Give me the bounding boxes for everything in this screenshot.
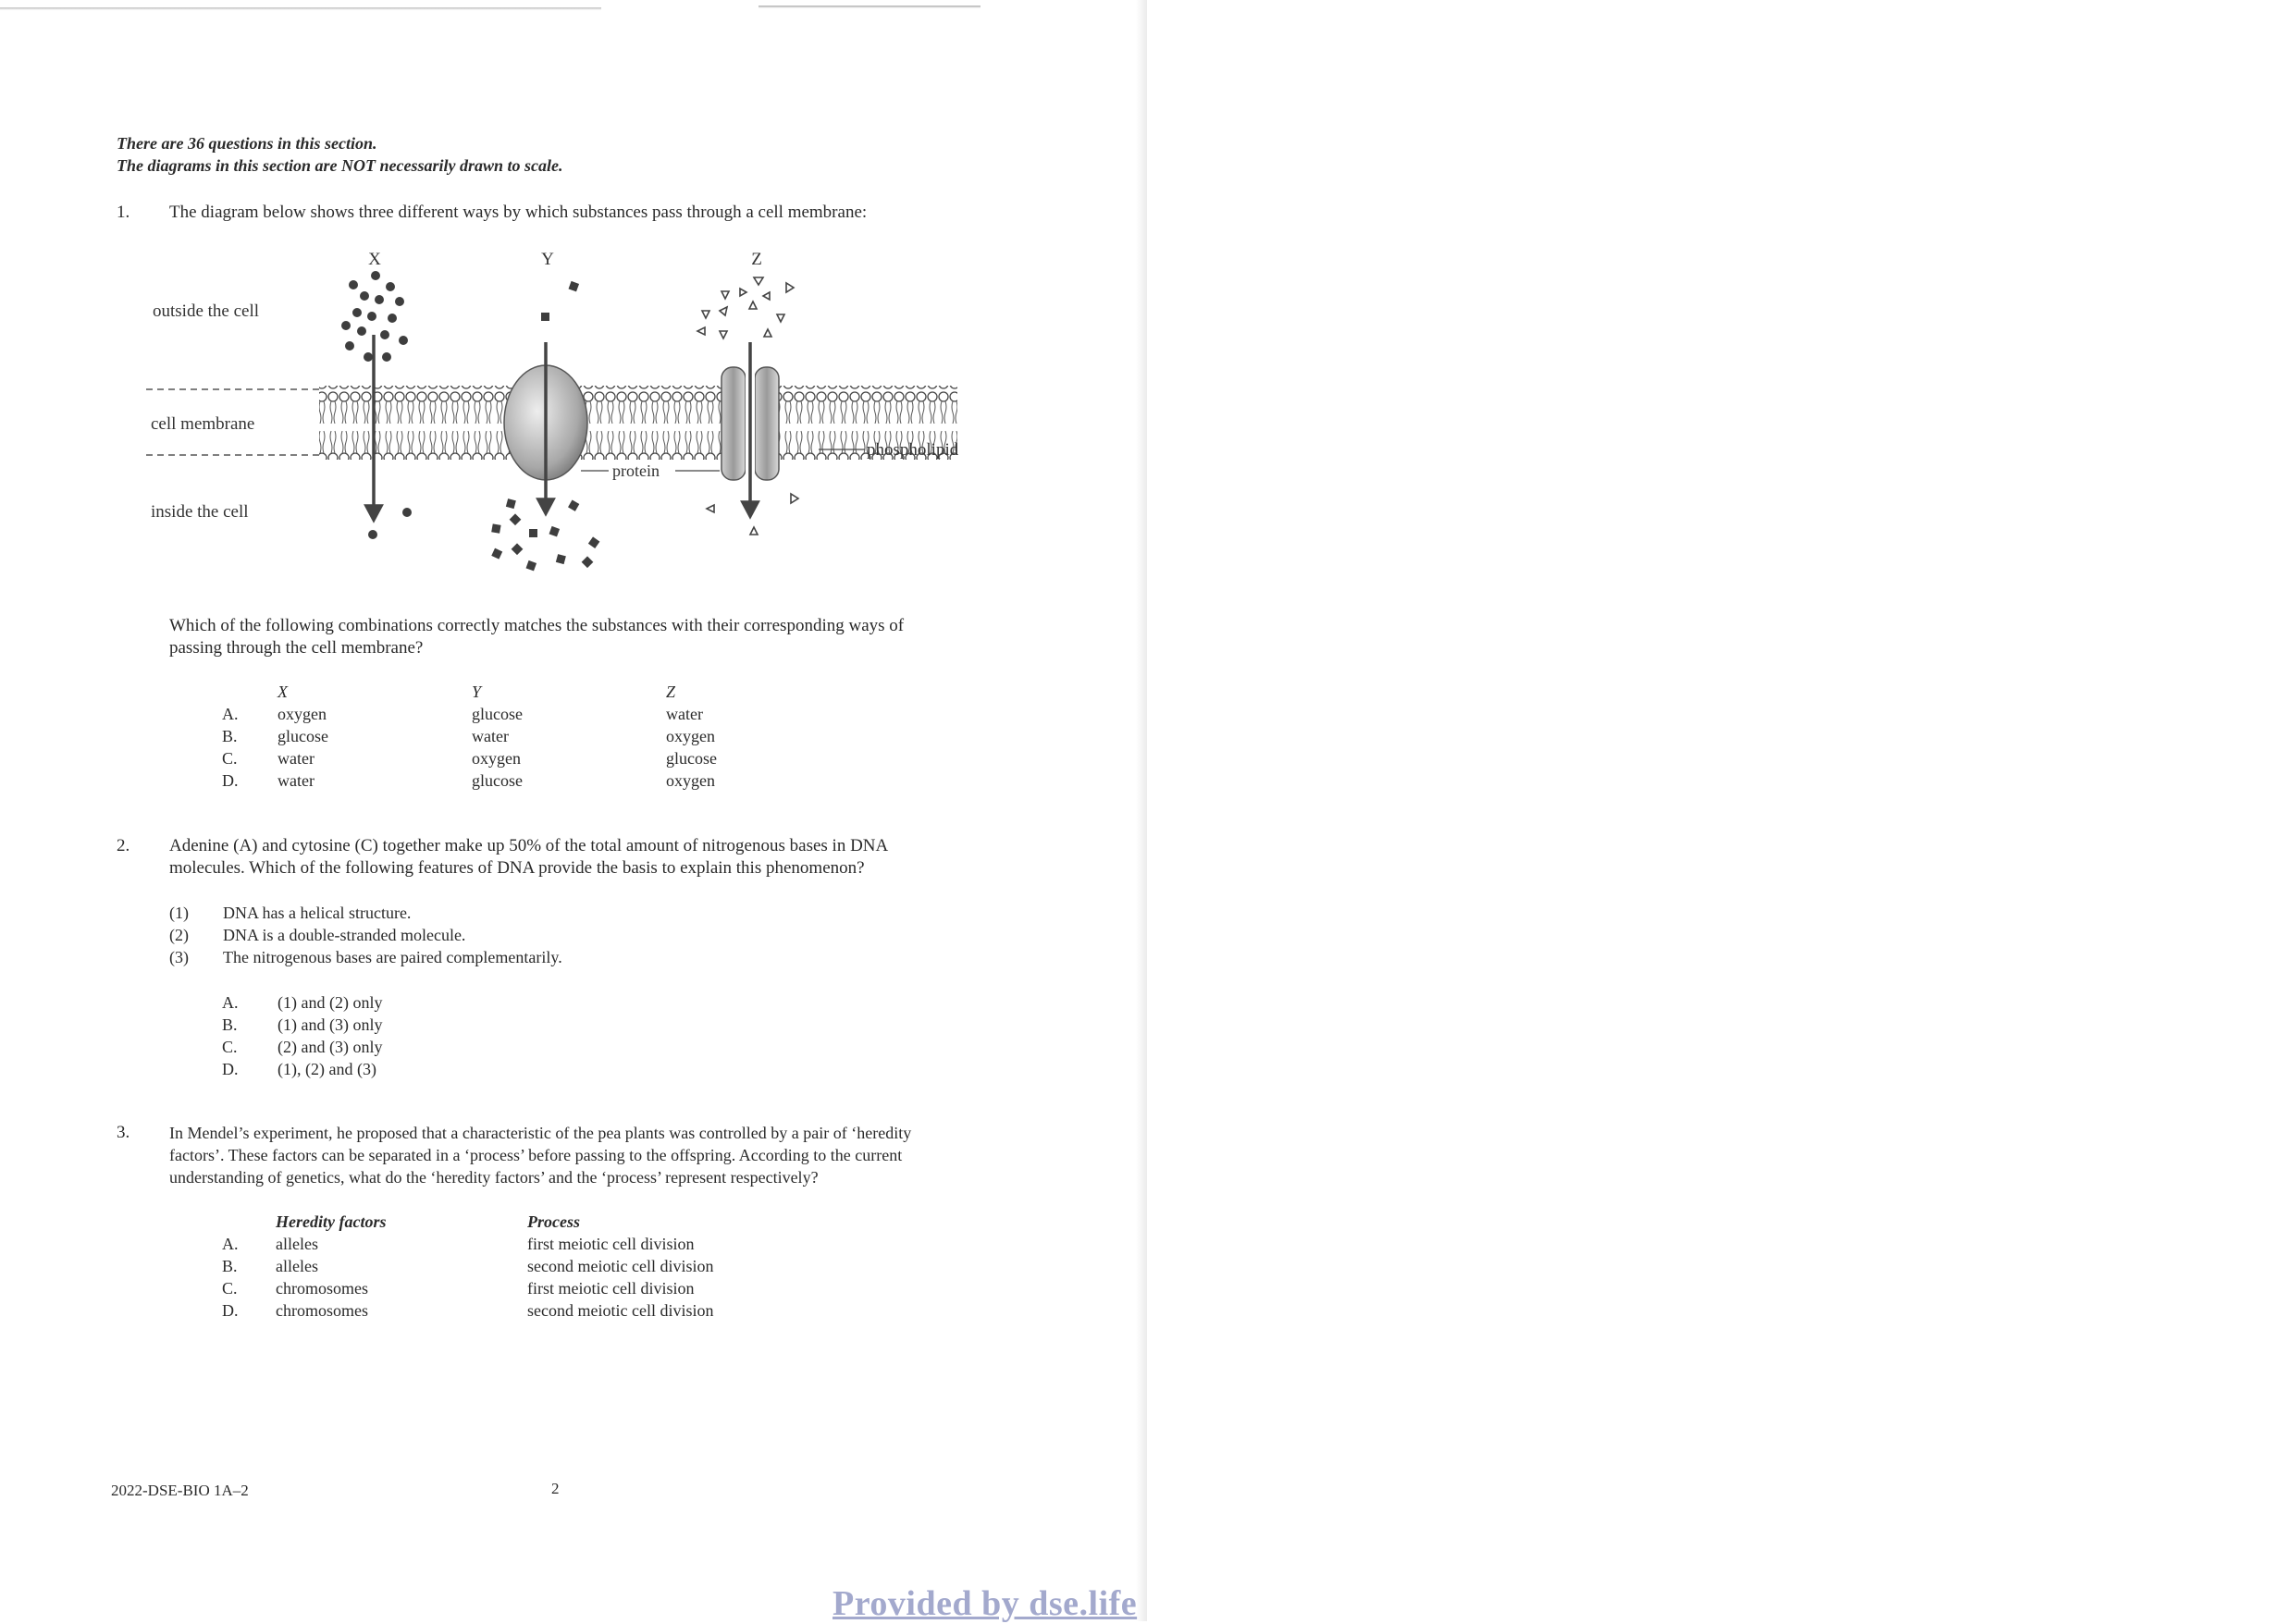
q2-statement-num: (3) [169,948,189,966]
q3-option-factor: alleles [276,1257,318,1275]
q2-statement-text: DNA is a double-stranded molecule. [223,926,466,944]
q2-statement-text: DNA has a helical structure. [223,904,412,922]
q2-option-text: (1), (2) and (3) [278,1060,376,1078]
q3-option-process: first meiotic cell division [527,1235,695,1253]
q1-option-letter: C. [222,749,238,768]
q3-option-letter: B. [222,1257,238,1275]
label-inside-cell: inside the cell [151,502,249,522]
q2-statement-num: (2) [169,926,189,944]
q2-number: 2. [117,836,130,855]
label-cell-membrane: cell membrane [151,414,255,434]
q1-header-y: Y [472,683,482,701]
label-outside-cell: outside the cell [153,301,260,321]
phospholipid-bilayer [319,386,957,460]
q3-option-process: first meiotic cell division [527,1279,695,1298]
intro-line-1: There are 36 questions in this section. [117,134,377,153]
q1-option-y: water [472,727,509,745]
exam-page [0,0,1147,1621]
q1-header-x: X [278,683,288,701]
q3-header-process: Process [527,1212,580,1231]
footer-page-number: 2 [551,1480,560,1497]
q1-option-x: glucose [278,727,328,745]
q1-stem: The diagram below shows three different ways by which substances pass through a cell membrane: [169,203,868,222]
q2-statement-num: (1) [169,904,189,922]
q3-option-factor: chromosomes [276,1279,368,1298]
q3-header-factors: Heredity factors [276,1212,387,1231]
label-x: X [368,250,381,269]
q1-option-letter: A. [222,705,239,723]
q3-option-letter: D. [222,1301,239,1320]
q3-option-factor: chromosomes [276,1301,368,1320]
arrow-z-head [743,502,758,516]
label-protein: protein [612,461,660,480]
channel-protein-right [755,367,779,480]
q1-option-z: water [666,705,703,723]
intro-line-2: The diagrams in this section are NOT necessarily drawn to scale. [117,156,563,175]
q2-option-text: (1) and (3) only [278,1015,383,1034]
q1-number: 1. [117,203,130,222]
membrane-transport-diagram [139,242,990,589]
label-z: Z [751,250,762,269]
q3-line-2: factors’. These factors can be separated in a ‘process’ before passing to the offspring. According to the current [169,1146,903,1164]
q1-header-z: Z [666,683,676,701]
q1-question-line-2: passing through the cell membrane? [169,638,424,658]
q2-statement-text: The nitrogenous bases are paired complementarily. [223,948,562,966]
q2-option-letter: A. [222,993,239,1012]
q1-option-y: glucose [472,705,523,723]
channel-protein-left [722,367,746,480]
label-phospholipid: phospholipid [867,440,959,460]
label-y: Y [541,250,554,269]
q3-option-factor: alleles [276,1235,318,1253]
q2-option-text: (2) and (3) only [278,1038,383,1056]
q1-option-x: oxygen [278,705,327,723]
q3-line-1: In Mendel’s experiment, he proposed that a characteristic of the pea plants was controlled by a pair of ‘heredity [169,1124,912,1142]
watermark-link[interactable]: Provided by dse.life [832,1584,1138,1623]
q2-line-1: Adenine (A) and cytosine (C) together make up 50% of the total amount of nitrogenous bases in DNA [169,836,889,855]
q3-option-letter: A. [222,1235,239,1253]
footer-paper-code: 2022-DSE-BIO 1A–2 [111,1482,249,1499]
q1-option-z: oxygen [666,727,715,745]
q3-number: 3. [117,1123,130,1142]
q3-line-3: understanding of genetics, what do the ‘heredity factors’ and the ‘process’ represent respectively? [169,1168,819,1187]
q1-option-x: water [278,771,314,790]
q3-option-process: second meiotic cell division [527,1301,714,1320]
arrow-y-head [538,499,553,513]
q1-option-x: water [278,749,314,768]
q3-option-process: second meiotic cell division [527,1257,714,1275]
q2-option-letter: C. [222,1038,238,1056]
q3-option-letter: C. [222,1279,238,1298]
arrow-x-head [366,506,381,520]
page-right-edge [1136,0,1147,1621]
q1-option-y: oxygen [472,749,521,768]
q1-option-letter: D. [222,771,239,790]
q1-question-line-1: Which of the following combinations correctly matches the substances with their corresponding ways of [169,616,905,635]
q2-option-letter: D. [222,1060,239,1078]
scan-edge-shadow [0,7,601,10]
q1-option-z: oxygen [666,771,715,790]
q1-option-z: glucose [666,749,717,768]
q1-option-letter: B. [222,727,238,745]
q2-option-text: (1) and (2) only [278,993,383,1012]
scan-edge-shadow [758,6,980,8]
q2-option-letter: B. [222,1015,238,1034]
q2-line-2: molecules. Which of the following features of DNA provide the basis to explain this phenomenon? [169,858,865,878]
q1-option-y: glucose [472,771,523,790]
